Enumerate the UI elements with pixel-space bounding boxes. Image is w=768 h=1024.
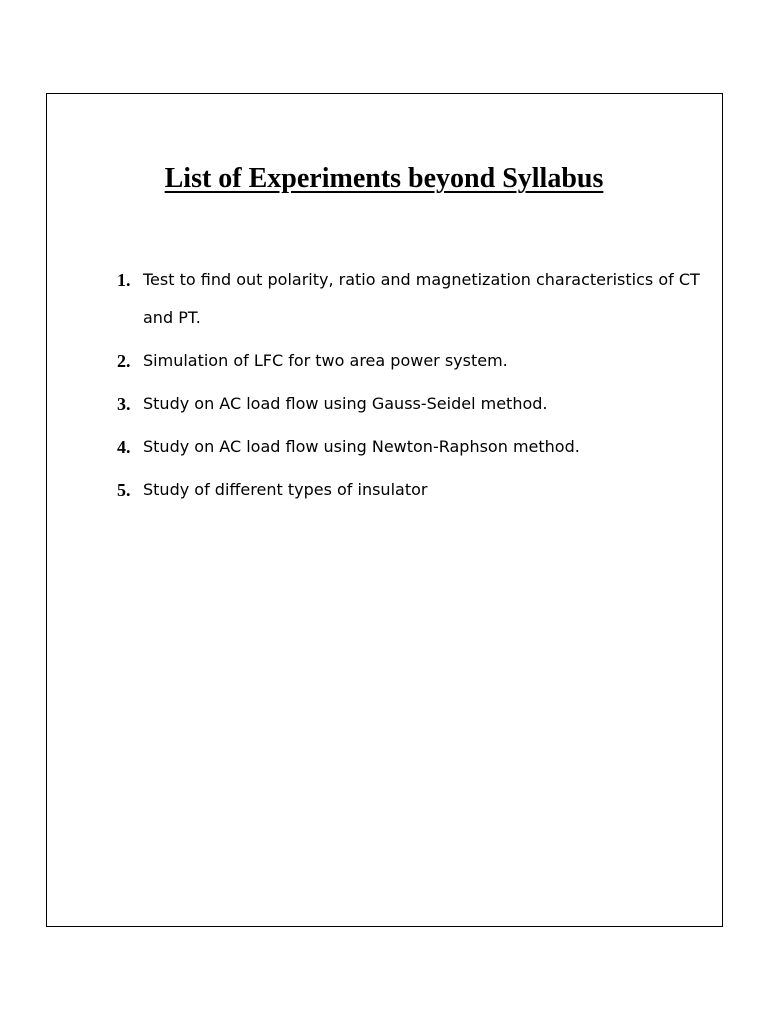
list-item <box>117 390 713 423</box>
list-item <box>117 433 713 466</box>
page-title: List of Experiments beyond Syllabus <box>164 163 604 194</box>
list-item <box>117 266 713 337</box>
list-item <box>117 476 713 509</box>
list-item-text: Test to find out polarity, ratio and magnetization characteristics of CT and PT. <box>143 270 700 327</box>
list-item-text: Simulation of LFC for two area power system. <box>143 351 508 370</box>
list-item-number: 5. <box>117 480 131 500</box>
list-item-number: 1. <box>117 270 131 290</box>
list-item-number: 2. <box>117 351 131 371</box>
list-item-text: Study on AC load flow using Gauss-Seidel method. <box>143 394 548 413</box>
list-item-text: Study of different types of insulator <box>143 480 428 499</box>
list-item-number: 4. <box>117 437 131 457</box>
list-item-number: 3. <box>117 394 131 414</box>
list-item-text: Study on AC load flow using Newton-Raphson method. <box>143 437 580 456</box>
list-item <box>117 347 713 380</box>
experiment-list <box>117 266 713 519</box>
